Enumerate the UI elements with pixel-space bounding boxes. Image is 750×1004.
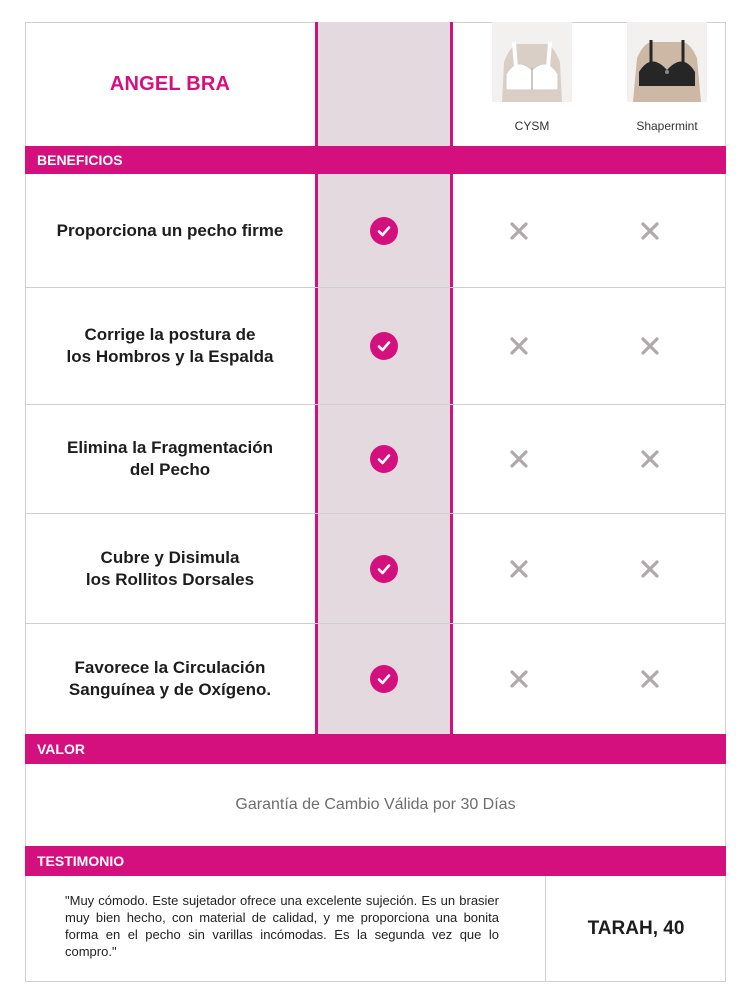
check-icon (370, 665, 398, 693)
brand-title: ANGEL BRA (109, 72, 231, 95)
section-title-valor: VALOR (37, 741, 85, 757)
product-shapermint (622, 22, 712, 133)
table-header (25, 22, 726, 146)
section-bar-testimonio (25, 846, 726, 876)
benefit-label-line: Sanguínea y de Oxígeno. (68, 680, 272, 699)
benefit-label-line: Cubre y Disimula (100, 547, 240, 567)
testimonial-author: TARAH, 40 (587, 918, 685, 939)
benefit-row (25, 514, 726, 624)
benefit-label-line: los Hombros y la Espalda (66, 347, 274, 366)
cross-icon (505, 445, 533, 473)
check-icon (370, 217, 398, 245)
cross-icon (505, 332, 533, 360)
benefit-row (25, 624, 726, 734)
section-bar-beneficios (25, 146, 726, 174)
cross-icon (505, 665, 533, 693)
section-title-beneficios: BENEFICIOS (37, 152, 123, 168)
cross-icon (636, 555, 664, 583)
benefit-label (25, 405, 315, 513)
cysm-bra-photo (492, 22, 572, 102)
benefit-label-line: Favorece la Circulación (74, 658, 266, 677)
check-icon (370, 332, 398, 360)
testimonial (25, 876, 726, 982)
benefit-label-line: los Rollitos Dorsales (85, 569, 255, 589)
testimonial-quote: "Muy cómodo. Este sujetador ofrece una excelente sujeción. Es un brasier muy bien hecho, con material de calidad, y me proporciona una bonita forma en el pecho sin varillas incómodas. Es la segunda vez que lo compro." (65, 893, 499, 959)
cross-icon (636, 445, 664, 473)
valor-text: Garantía de Cambio Válida por 30 Días (235, 796, 516, 813)
cross-icon (636, 217, 664, 245)
section-bar-valor (25, 734, 726, 764)
shapermint-bra-photo (627, 22, 707, 102)
product-cysm (487, 22, 577, 133)
section-title-testimonio: TESTIMONIO (37, 853, 125, 869)
shapermint-label: Shapermint (636, 119, 698, 133)
benefit-label (25, 288, 315, 404)
check-icon (370, 445, 398, 473)
cysm-label: CYSM (514, 119, 550, 133)
benefit-label-line: Elimina la Fragmentación (67, 438, 273, 457)
benefit-label (25, 624, 315, 734)
benefit-row (25, 288, 726, 405)
benefit-label (25, 174, 315, 287)
check-icon (370, 555, 398, 583)
cross-icon (636, 332, 664, 360)
cross-icon (505, 555, 533, 583)
cross-icon (505, 217, 533, 245)
cross-icon (636, 665, 664, 693)
benefit-row (25, 405, 726, 514)
benefit-label-line: Proporciona un pecho firme (56, 220, 284, 240)
benefit-label-line: Corrige la postura de (84, 325, 256, 344)
benefit-row (25, 174, 726, 288)
benefit-label (25, 514, 315, 623)
benefit-label-line: del Pecho (129, 460, 211, 479)
